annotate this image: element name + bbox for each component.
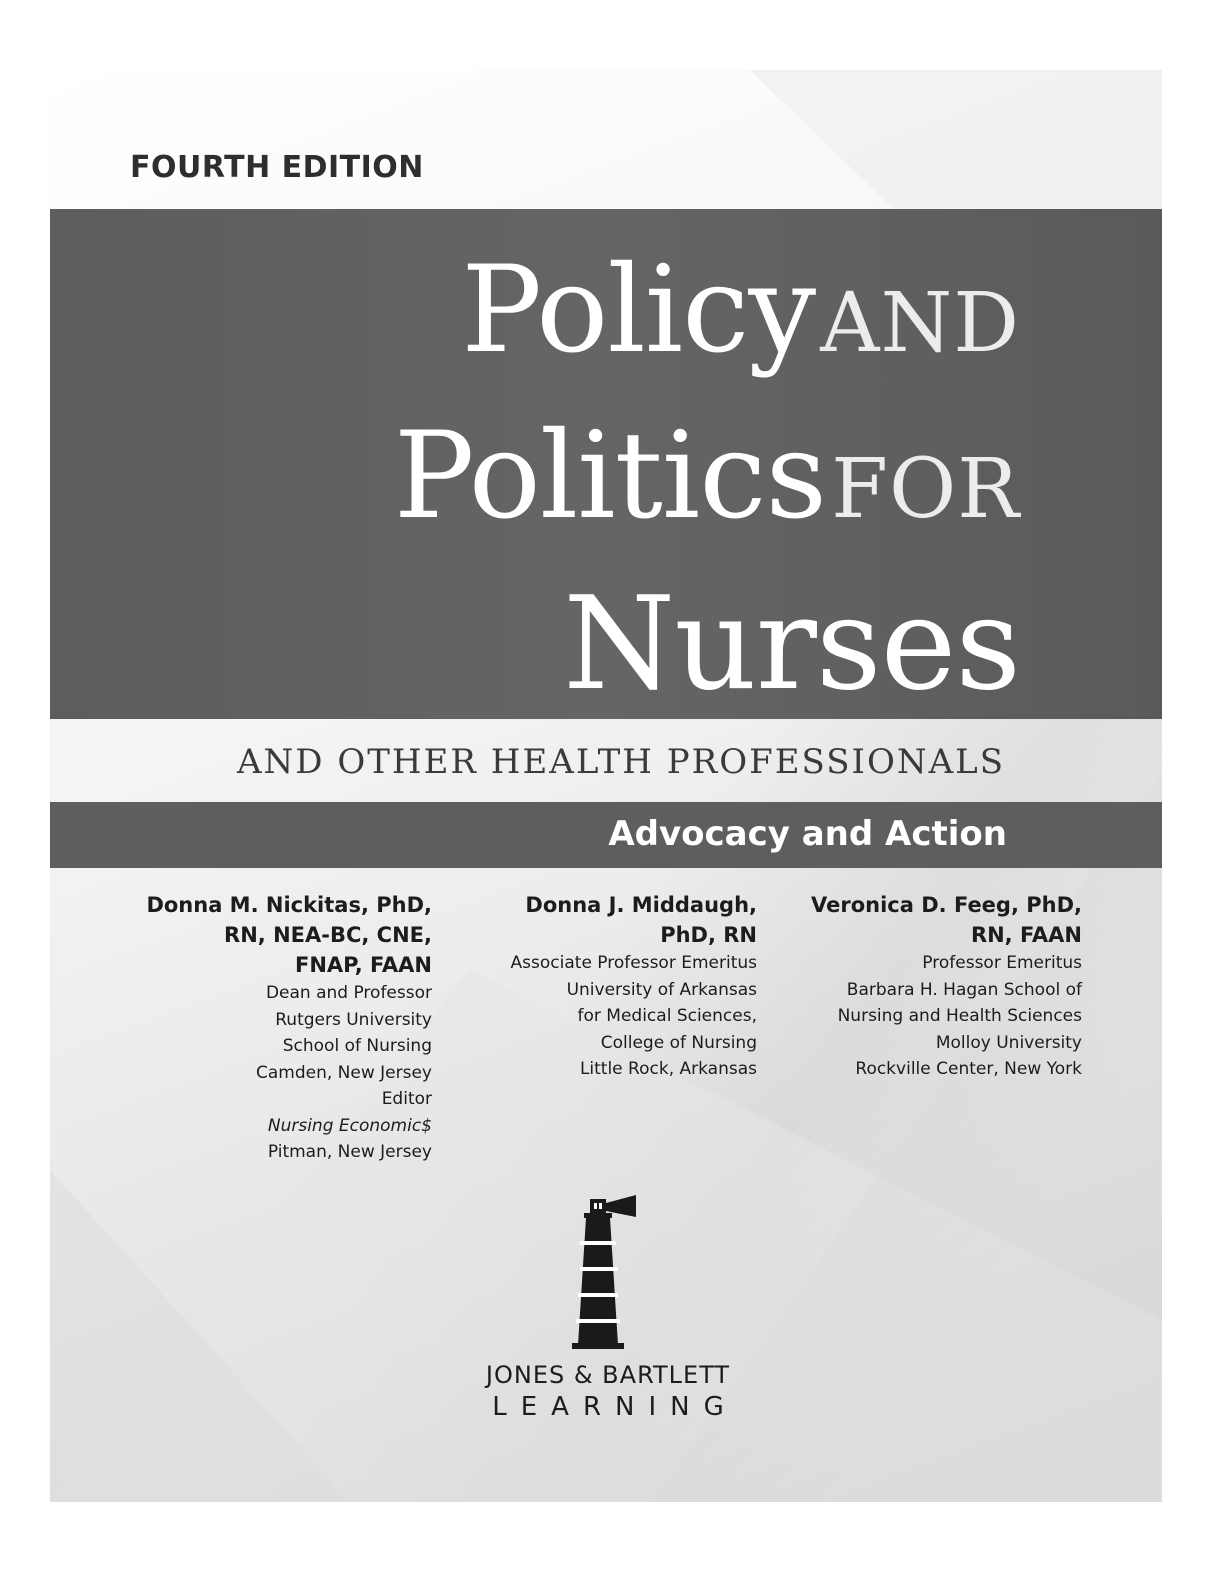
author-block-2 (511, 890, 757, 1083)
lighthouse-icon (570, 1195, 640, 1350)
author-affiliation-line: Dean and Professor (265, 983, 432, 1003)
author-affiliation-line: Molloy University (935, 1032, 1082, 1053)
author-affiliation-line: for Medical Sciences, (577, 1006, 757, 1026)
author-name-line: RN, FAAN (970, 923, 1082, 947)
publisher-name-sub: LEARNING (492, 1392, 738, 1422)
author-affiliation-line: Professor Emeritus (922, 953, 1082, 973)
tagline: Advocacy and Action (608, 814, 1007, 854)
author-name-line: Donna M. Nickitas, PhD, (146, 893, 432, 917)
author-affiliation-line: Pitman, New Jersey (267, 1142, 432, 1162)
author-affiliation-line: University of Arkansas (566, 979, 757, 1000)
author-name-line: FNAP, FAAN (294, 953, 432, 977)
book-cover (50, 70, 1162, 1502)
edition-label: FOURTH EDITION (130, 150, 424, 185)
journal-name: Nursing Economic$ (267, 1115, 432, 1136)
title-word-politics: Politics (393, 407, 827, 546)
author-affiliation-line: Rutgers University (275, 1009, 432, 1030)
author-affiliation-line: Nursing and Health Sciences (837, 1006, 1082, 1026)
publisher-name: JONES & BARTLETT (485, 1361, 731, 1389)
author-name-line: Veronica D. Feeg, PhD, (811, 893, 1082, 917)
title-word-nurses: Nurses (563, 570, 1020, 719)
title-word-policy: Policy (461, 241, 816, 380)
author-affiliation-line: College of Nursing (600, 1032, 757, 1053)
author-block-1 (146, 890, 432, 1166)
author-name-line: RN, NEA-BC, CNE, (224, 923, 432, 947)
title-line-2 (393, 407, 1020, 546)
author-name-line: Donna J. Middaugh, (525, 893, 757, 917)
title-line-1 (461, 241, 1020, 380)
author-affiliation-line: Editor (381, 1089, 432, 1109)
title-word-and: AND (820, 276, 1020, 371)
author-affiliation-line: Little Rock, Arkansas (579, 1059, 757, 1079)
author-block-3 (811, 890, 1082, 1083)
publisher-logo (468, 1360, 748, 1424)
author-name-line: PhD, RN (660, 923, 757, 947)
author-affiliation-line: Camden, New Jersey (255, 1062, 432, 1083)
title-band (50, 209, 1162, 719)
title-line-3 (563, 570, 1020, 719)
author-affiliation-line: School of Nursing (282, 1036, 432, 1056)
title-word-for: FOR (831, 442, 1020, 537)
author-affiliation-line: Barbara H. Hagan School of (846, 979, 1082, 1000)
subtitle: AND OTHER HEALTH PROFESSIONALS (237, 742, 1005, 782)
author-affiliation-line: Associate Professor Emeritus (510, 953, 757, 973)
author-affiliation-line: Rockville Center, New York (855, 1059, 1082, 1079)
tagline-band (50, 802, 1162, 868)
